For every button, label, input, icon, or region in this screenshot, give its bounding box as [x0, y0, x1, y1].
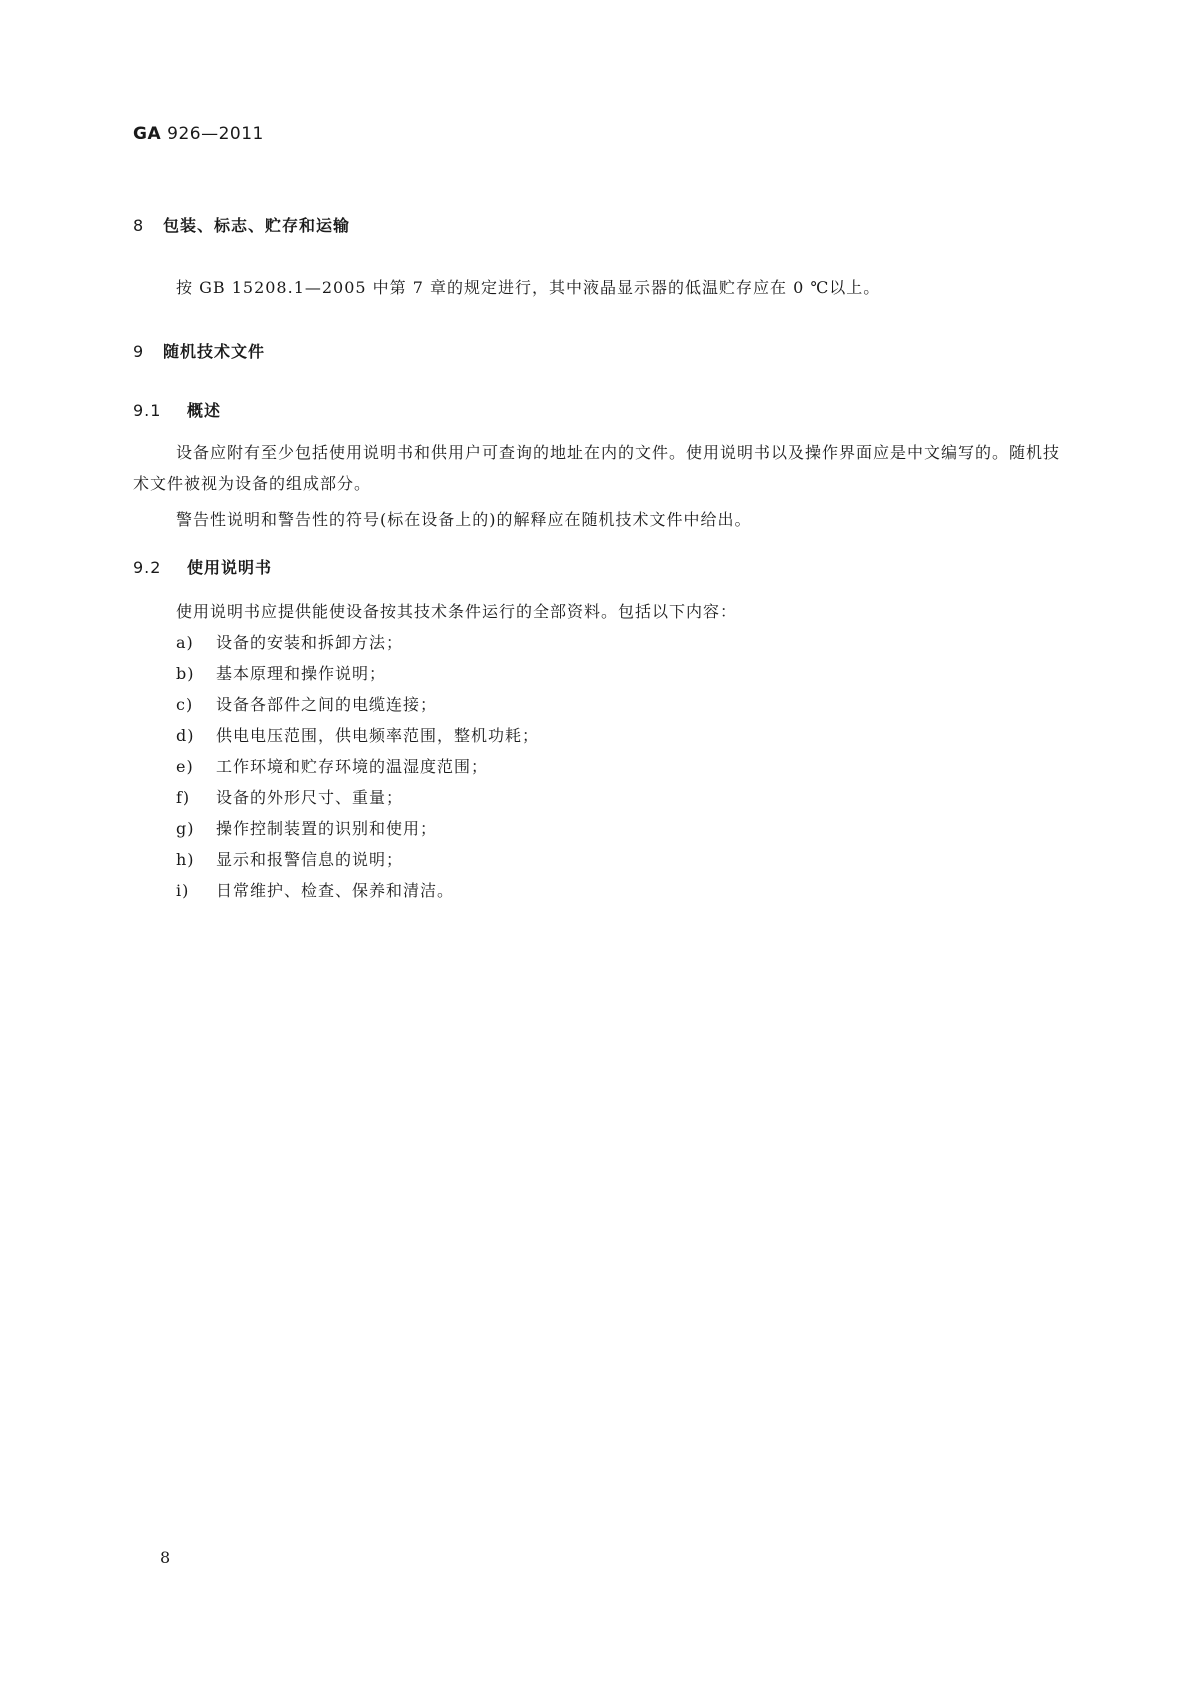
list-item-mark: f): [176, 788, 191, 807]
section-9-1-paragraph-2: 警告性说明和警告性的符号(标在设备上的)的解释应在随机技术文件中给出。: [176, 510, 752, 529]
section-9-2-heading: [133, 555, 272, 578]
section-9-1-paragraph-1: 设备应附有至少包括使用说明书和供用户可查询的地址在内的文件。使用说明书以及操作界面应是中文编写的。随机技术文件被视为设备的组成部分。: [133, 443, 1061, 493]
list-item-mark: d): [176, 726, 195, 745]
page-number: 8: [160, 1548, 171, 1567]
list-item-mark: c): [176, 695, 194, 714]
section-8-number: 8: [133, 216, 145, 235]
section-9-2-number: 9.2: [133, 558, 162, 577]
section-9-1-heading: [133, 398, 221, 421]
list-item-text: 操作控制装置的识别和使用；: [216, 819, 438, 838]
list-item-text: 显示和报警信息的说明；: [216, 850, 404, 869]
section-9-1-title: 概述: [187, 401, 222, 420]
list-item-text: 设备的外形尺寸、重量；: [216, 788, 404, 807]
section-8-title: 包装、标志、贮存和运输: [163, 216, 351, 235]
section-8-paragraph: 按 GB 15208.1—2005 中第 7 章的规定进行，其中液晶显示器的低温贮存应在 0 ℃以上。: [176, 278, 881, 297]
list-item-mark: h): [176, 850, 195, 869]
section-9-2-title: 使用说明书: [187, 558, 273, 577]
list-item: [176, 813, 539, 844]
standard-header: [133, 124, 264, 144]
list-item-mark: g): [176, 819, 195, 838]
list-item-text: 供电电压范围，供电频率范围，整机功耗；: [216, 726, 540, 745]
standard-number: 926—2011: [167, 124, 264, 144]
list-item-text: 设备各部件之间的电缆连接；: [216, 695, 438, 714]
list-item-text: 设备的安装和拆卸方法；: [216, 633, 404, 652]
manual-content-list: [176, 627, 539, 906]
list-item: [176, 627, 539, 658]
section-9-2-intro: 使用说明书应提供能使设备按其技术条件运行的全部资料。包括以下内容：: [176, 602, 738, 621]
section-9-1-number: 9.1: [133, 401, 162, 420]
section-9-title: 随机技术文件: [163, 342, 266, 361]
section-9-heading: [133, 339, 265, 362]
list-item: [176, 720, 539, 751]
list-item: [176, 844, 539, 875]
section-8-heading: [133, 213, 350, 236]
list-item: [176, 782, 539, 813]
list-item-mark: i): [176, 881, 190, 900]
list-item-text: 工作环境和贮存环境的温湿度范围；: [216, 757, 489, 776]
list-item-mark: a): [176, 633, 194, 652]
section-9-number: 9: [133, 342, 145, 361]
list-item-mark: b): [176, 664, 195, 683]
list-item: [176, 658, 539, 689]
list-item-text: 基本原理和操作说明；: [216, 664, 387, 683]
list-item: [176, 751, 539, 782]
standard-code: GA: [133, 124, 162, 144]
list-item-mark: e): [176, 757, 194, 776]
list-item-text: 日常维护、检查、保养和清洁。: [216, 881, 455, 900]
list-item: [176, 689, 539, 720]
list-item: [176, 875, 539, 906]
